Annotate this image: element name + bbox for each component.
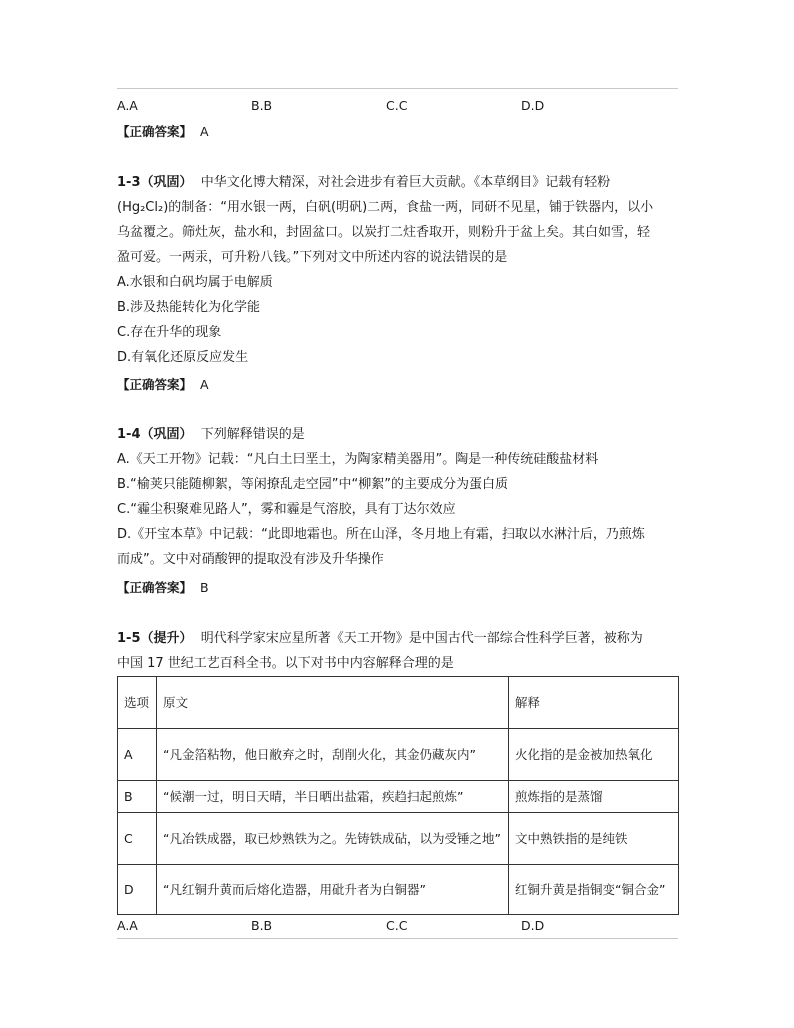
row-option: A [118, 729, 157, 781]
option-b: B.涉及热能转化为化学能 [117, 300, 261, 315]
stem-line: 中华文化博大精深，对社会进步有着巨大贡献。《本草纲目》记载有轻粉 [200, 175, 611, 190]
stem: 下列解释错误的是 [200, 427, 305, 442]
row-original: “凡红铜升黄而后熔化造器，用砒升者为白铜器” [157, 865, 509, 915]
stem-line: 中国 17 世纪工艺百科全书。以下对书中内容解释合理的是 [117, 656, 454, 671]
header-explanation: 解释 [509, 677, 679, 729]
answer-1-4 [117, 578, 209, 596]
question-number: 1-5（提升） [117, 631, 193, 646]
top-divider [117, 88, 678, 89]
answer-value: A [200, 377, 209, 392]
bottom-divider [117, 938, 678, 939]
row-original: “凡冶铁成器，取已炒熟铁为之。先铸铁成砧，以为受锤之地” [157, 813, 509, 865]
answer-value: A [200, 124, 209, 139]
previous-question-options [117, 98, 678, 116]
option-c: C.“霾尘积聚难见路人”，雾和霾是气溶胶，具有丁达尔效应 [117, 502, 456, 517]
answer-label: 【正确答案】 [117, 377, 193, 392]
stem-line: 盈可爱。一两汞，可升粉八钱。”下列对文中所述内容的说法错误的是 [117, 250, 508, 265]
question-1-4 [117, 422, 678, 572]
table-row [118, 865, 679, 915]
stem-line: 明代科学家宋应星所著《天工开物》是中国古代一部综合性科学巨著，被称为 [200, 631, 643, 646]
table-row [118, 813, 679, 865]
row-option: D [118, 865, 157, 915]
answer-label: 【正确答案】 [117, 580, 193, 595]
question-1-5 [117, 626, 678, 676]
question-1-3 [117, 170, 678, 370]
row-original: “候潮一过，明日天晴，半日晒出盐霜，疾趋扫起煎炼” [157, 781, 509, 813]
table-header-row [118, 677, 679, 729]
option-d: D.D [521, 918, 545, 933]
option-c: C.C [386, 918, 408, 933]
question-number: 1-3（巩固） [117, 175, 193, 190]
row-explanation: 文中熟铁指的是纯铁 [509, 813, 679, 865]
option-c: C.存在升华的现象 [117, 325, 222, 340]
answer-value: B [200, 580, 209, 595]
option-d: D.《开宝本草》中记载：“此即地霜也。所在山泽，冬月地上有霜，扫取以水淋汁后，乃煎炼 [117, 527, 645, 542]
stem-line: (Hg₂Cl₂)的制备：“用水银一两，白矾(明矾)二两，食盐一两，同研不见星，铺于铁器内，以小 [117, 200, 654, 215]
row-explanation: 红铜升黄是指铜变“铜合金” [509, 865, 679, 915]
header-original: 原文 [157, 677, 509, 729]
table-row [118, 781, 679, 813]
question-number: 1-4（巩固） [117, 427, 193, 442]
table-row [118, 729, 679, 781]
row-option: C [118, 813, 157, 865]
answer-1-3 [117, 375, 209, 393]
option-b: B.“榆荚只能随柳絮，等闲撩乱走空园”中“柳絮”的主要成分为蛋白质 [117, 477, 508, 492]
option-d-continued: 而成”。文中对硝酸钾的提取没有涉及升华操作 [117, 552, 384, 567]
stem-line: 乌盆覆之。筛灶灰，盐水和，封固盆口。以炭打二炷香取开，则粉升于盆上矣。其白如雪，轻 [117, 225, 651, 240]
option-b: B.B [251, 98, 273, 113]
option-a: A.A [117, 918, 138, 933]
option-d: D.有氧化还原反应发生 [117, 350, 249, 365]
option-d: D.D [521, 98, 545, 113]
option-c: C.C [386, 98, 408, 113]
answer-label: 【正确答案】 [117, 124, 193, 139]
row-option: B [118, 781, 157, 813]
question-1-5-options [117, 918, 678, 936]
row-explanation: 煎炼指的是蒸馏 [509, 781, 679, 813]
previous-answer [117, 122, 209, 140]
option-a: A.A [117, 98, 138, 113]
option-a: A.水银和白矾均属于电解质 [117, 275, 273, 290]
header-option: 选项 [118, 677, 157, 729]
option-a: A.《天工开物》记载：“凡白土曰垩土，为陶家精美器用”。陶是一种传统硅酸盐材料 [117, 452, 599, 467]
row-explanation: 火化指的是金被加热氧化 [509, 729, 679, 781]
option-b: B.B [251, 918, 273, 933]
explanation-table [117, 676, 679, 915]
row-original: “凡金箔粘物，他日敝弃之时，刮削火化，其金仍藏灰内” [157, 729, 509, 781]
